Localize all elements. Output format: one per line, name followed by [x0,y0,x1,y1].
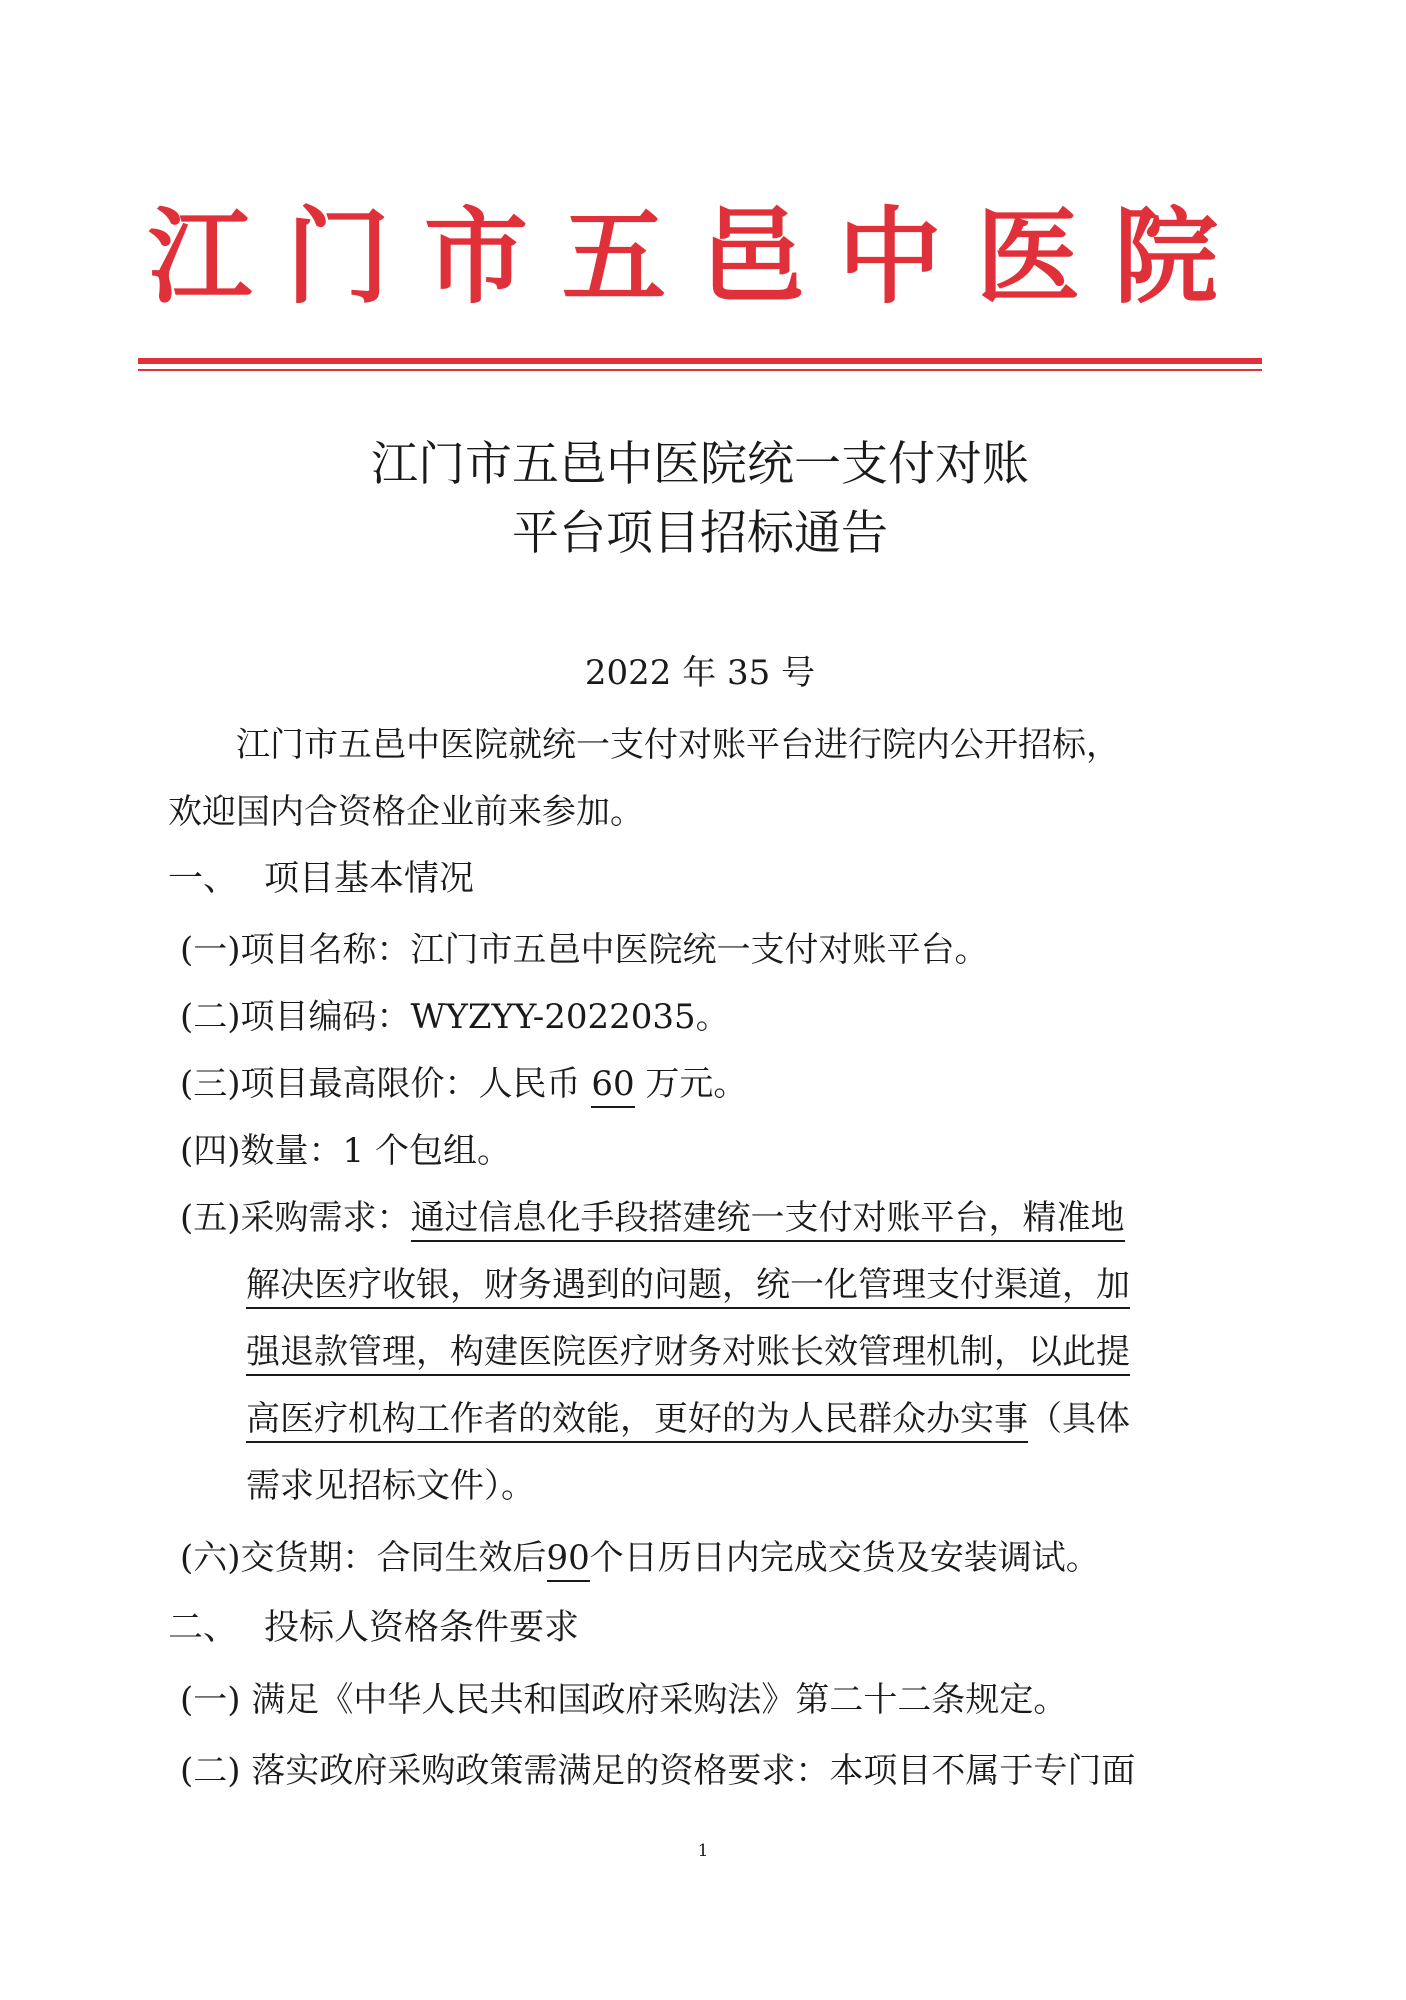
item-demand-line-4 [246,1399,1130,1439]
item-delivery-label: (六)交货期： [180,1538,377,1578]
section-1-heading [168,859,475,899]
item-max-price-suffix: 万元。 [634,1064,748,1104]
item-demand-text-2: 解决医疗收银，财务遇到的问题，统一化管理支付渠道，加 [246,1265,1130,1309]
item-project-name-label: (一)项目名称： [180,930,411,970]
item-quantity-value: 1 个包组。 [342,1131,511,1171]
item-max-price-amount: 60 [591,1064,634,1108]
section-2-item-1: (一) 满足《中华人民共和国政府采购法》第二十二条规定。 [180,1680,1068,1720]
item-project-code [180,997,730,1037]
item-delivery-suffix: 个日历日内完成交货及安装调试。 [589,1538,1100,1578]
section-1-number: 一、 [168,859,239,899]
letterhead-red-rule-thin [138,369,1262,371]
section-2-title: 投标人资格条件要求 [264,1608,580,1648]
intro-paragraph-line-2: 欢迎国内合资格企业前来参加。 [168,792,644,832]
item-quantity [180,1131,511,1171]
document-title-line-2: 平台项目招标通告 [512,506,888,561]
item-project-code-label: (二)项目编码： [180,997,411,1037]
letterhead-red-rule-thick [138,358,1262,364]
document-title-line-1: 江门市五邑中医院统一支付对账 [371,437,1029,492]
item-demand-line-5: 需求见招标文件）。 [246,1466,535,1506]
page-number: 1 [697,1841,709,1861]
item-project-code-value: WYZYY-2022035。 [410,997,730,1037]
letterhead-org-name: 江门市五邑中医院 [147,195,1252,318]
item-delivery-prefix: 合同生效后 [376,1538,547,1578]
item-quantity-label: (四)数量： [180,1131,343,1171]
section-2-heading [168,1608,580,1648]
document-number: 2022 年 35 号 [584,653,816,693]
item-max-price [180,1064,748,1104]
item-demand-line-2 [246,1265,1130,1305]
item-delivery-days: 90 [547,1538,590,1582]
item-project-name [180,930,989,970]
item-demand-line-1 [180,1198,1125,1238]
item-max-price-prefix: 人民币 [478,1064,592,1104]
item-max-price-label: (三)项目最高限价： [180,1064,479,1104]
intro-paragraph-line-1: 江门市五邑中医院就统一支付对账平台进行院内公开招标， [236,725,1120,765]
item-demand-text-4: 高医疗机构工作者的效能，更好的为人民群众办实事 [246,1399,1028,1443]
item-delivery [180,1538,1100,1578]
item-demand-line-3 [246,1332,1130,1372]
section-1-title: 项目基本情况 [264,859,475,899]
section-2-item-2: (二) 落实政府采购政策需满足的资格要求：本项目不属于专门面 [180,1751,1136,1791]
section-2-number: 二、 [168,1608,239,1648]
item-demand-text-4-rest: （具体 [1028,1399,1130,1439]
item-demand-text-3: 强退款管理，构建医院医疗财务对账长效管理机制，以此提 [246,1332,1130,1376]
item-project-name-value: 江门市五邑中医院统一支付对账平台。 [410,930,989,970]
item-demand-text-1: 通过信息化手段搭建统一支付对账平台，精准地 [411,1198,1125,1242]
item-demand-label: (五)采购需求： [180,1198,411,1238]
